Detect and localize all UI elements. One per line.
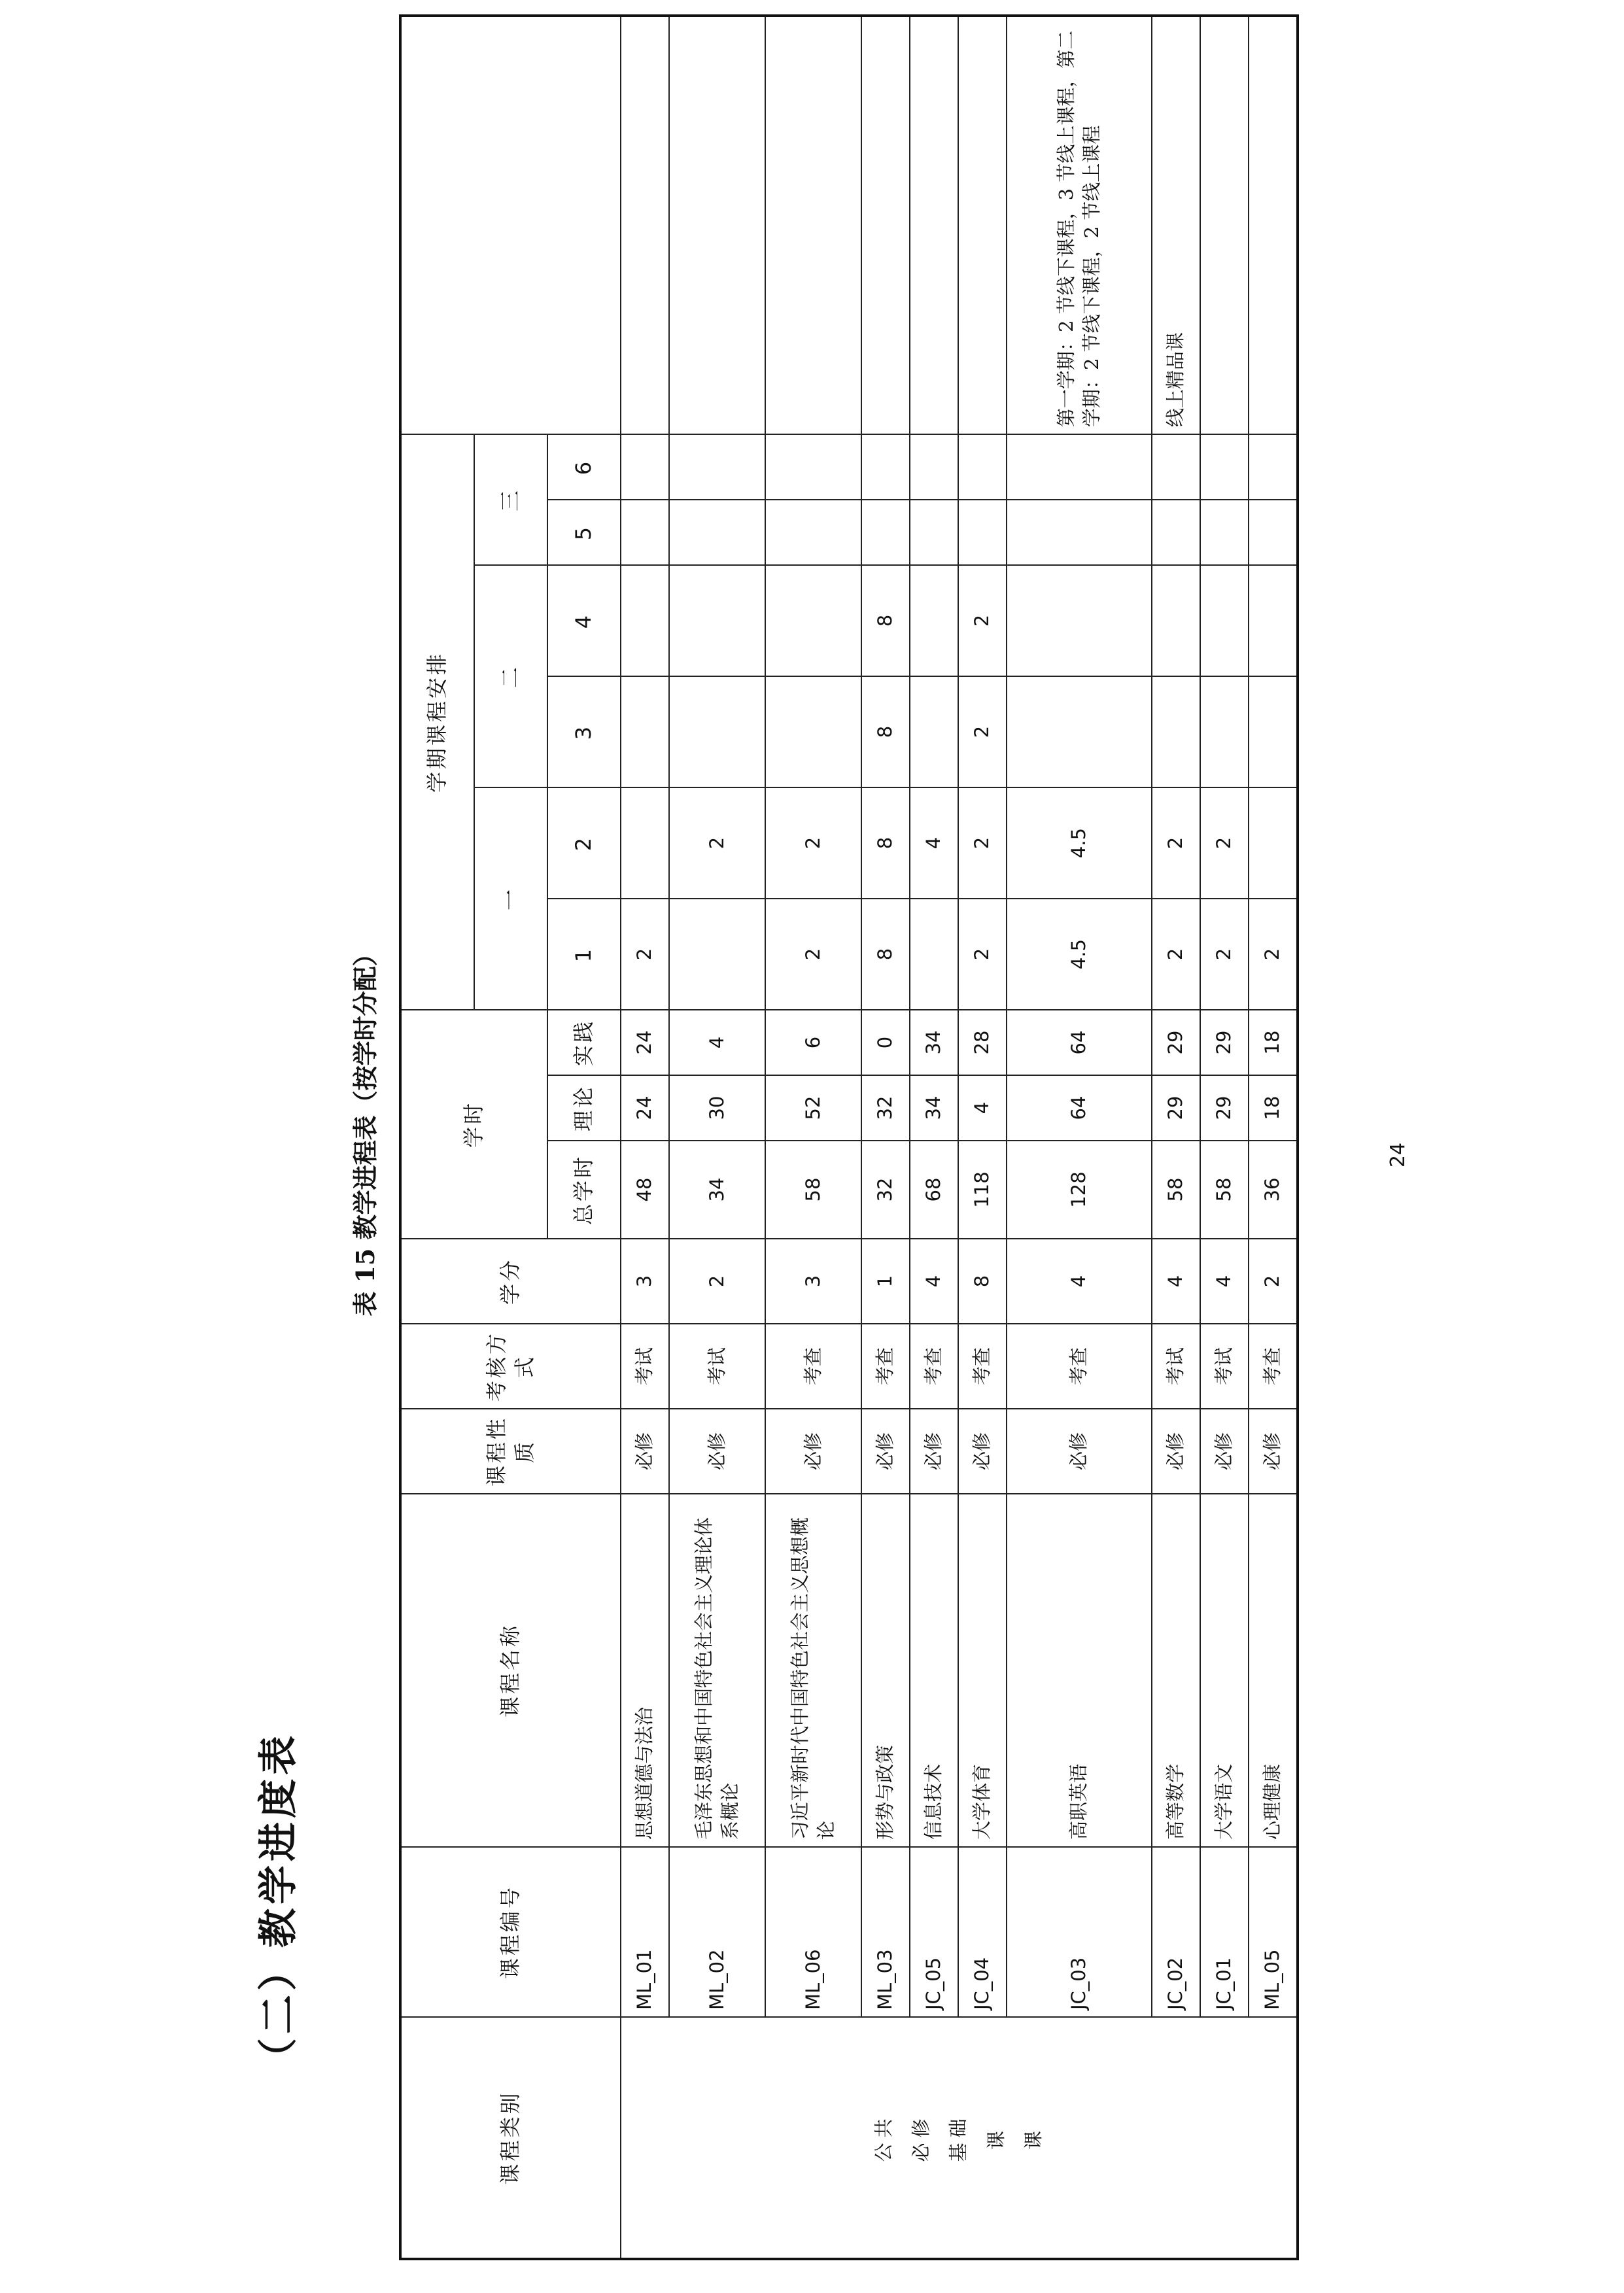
semester-2: 2 <box>1152 787 1200 899</box>
semester-4 <box>1200 565 1249 676</box>
credits: 1 <box>861 1239 910 1324</box>
semester-6 <box>765 434 861 500</box>
assessment: 考试 <box>669 1324 765 1409</box>
semester-3 <box>910 676 958 787</box>
credits: 2 <box>669 1239 765 1324</box>
page-number: 24 <box>1387 1142 1409 1168</box>
semester-header: 1 <box>547 899 621 1010</box>
semester-3: 2 <box>958 676 1007 787</box>
course-nature: 必修 <box>1152 1409 1200 1494</box>
total-hours: 34 <box>669 1141 765 1239</box>
semester-header: 3 <box>547 676 621 787</box>
semester-5 <box>861 500 910 565</box>
course-code: ML_06 <box>765 1847 861 2017</box>
course-code: ML_02 <box>669 1847 765 2017</box>
semester-6 <box>1249 434 1298 500</box>
table-row <box>1007 16 1152 2259</box>
semester-4 <box>669 565 765 676</box>
semester-header: 4 <box>547 565 621 676</box>
semester-3 <box>1249 676 1298 787</box>
semester-5 <box>1249 500 1298 565</box>
semester-1: 2 <box>1152 899 1200 1010</box>
semester-4: 8 <box>861 565 910 676</box>
theory-hours: 29 <box>1152 1075 1200 1141</box>
total-hours: 118 <box>958 1141 1007 1239</box>
credits: 2 <box>1249 1239 1298 1324</box>
header-row-1 <box>400 16 474 2259</box>
credits: 4 <box>910 1239 958 1324</box>
assessment: 考试 <box>1152 1324 1200 1409</box>
remark <box>861 16 910 434</box>
semester-5 <box>621 500 669 565</box>
theory-hours: 4 <box>958 1075 1007 1141</box>
semester-6 <box>1007 434 1152 500</box>
assessment: 考查 <box>910 1324 958 1409</box>
practice-header: 实践 <box>547 1010 621 1075</box>
semester-6 <box>669 434 765 500</box>
remark <box>621 16 669 434</box>
practice-hours: 4 <box>669 1010 765 1075</box>
course-code: JC_05 <box>910 1847 958 2017</box>
assessment: 考查 <box>1007 1324 1152 1409</box>
semester-header: 5 <box>547 500 621 565</box>
remark <box>1249 16 1298 434</box>
theory-hours: 34 <box>910 1075 958 1141</box>
assessment-header: 考核方式 <box>400 1324 621 1409</box>
total-hours: 68 <box>910 1141 958 1239</box>
semester-1: 2 <box>1249 899 1298 1010</box>
semester-4 <box>1152 565 1200 676</box>
assessment: 考查 <box>1249 1324 1298 1409</box>
practice-hours: 34 <box>910 1010 958 1075</box>
practice-hours: 28 <box>958 1010 1007 1075</box>
table-title: 表 15 教学进程表（按学时分配） <box>351 941 380 1317</box>
semester-6 <box>910 434 958 500</box>
semester-1: 8 <box>861 899 910 1010</box>
practice-hours: 6 <box>765 1010 861 1075</box>
table-row <box>669 16 765 2259</box>
semester-6 <box>1200 434 1249 500</box>
table-row <box>1152 16 1200 2259</box>
course-nature: 必修 <box>958 1409 1007 1494</box>
course-nature: 必修 <box>861 1409 910 1494</box>
table-row <box>1200 16 1249 2259</box>
semester-1: 2 <box>1200 899 1249 1010</box>
course-code: JC_02 <box>1152 1847 1200 2017</box>
total-hours-header: 总学时 <box>547 1141 621 1239</box>
practice-hours: 29 <box>1200 1010 1249 1075</box>
course-nature: 必修 <box>1249 1409 1298 1494</box>
total-hours: 58 <box>1200 1141 1249 1239</box>
semester-5 <box>1152 500 1200 565</box>
semester-1: 2 <box>958 899 1007 1010</box>
category-text: 必修 <box>910 2113 933 2162</box>
semester-2: 2 <box>958 787 1007 899</box>
semester-6 <box>861 434 910 500</box>
course-name: 习近平新时代中国特色社会主义思想概论 <box>765 1494 861 1847</box>
semester-5 <box>765 500 861 565</box>
table-row <box>765 16 861 2259</box>
course-nature: 必修 <box>910 1409 958 1494</box>
year-2-header: 二 <box>474 565 547 787</box>
semester-4 <box>765 565 861 676</box>
credits-header: 学分 <box>400 1239 621 1324</box>
category-text: 课 <box>1022 2126 1045 2150</box>
table-row <box>861 16 910 2259</box>
semester-2: 2 <box>1200 787 1249 899</box>
credits: 4 <box>1007 1239 1152 1324</box>
course-code: ML_03 <box>861 1847 910 2017</box>
semester-2 <box>1249 787 1298 899</box>
table-row <box>958 16 1007 2259</box>
course-name: 毛泽东思想和中国特色社会主义理论体系概论 <box>669 1494 765 1847</box>
theory-hours: 52 <box>765 1075 861 1141</box>
course-code: JC_01 <box>1200 1847 1249 2017</box>
category-text: 基础 <box>947 2113 970 2162</box>
semester-3 <box>669 676 765 787</box>
practice-hours: 64 <box>1007 1010 1152 1075</box>
practice-hours: 29 <box>1152 1010 1200 1075</box>
remark <box>765 16 861 434</box>
year-1-header: 一 <box>474 787 547 1010</box>
year-3-header: 三 <box>474 434 547 565</box>
theory-hours: 30 <box>669 1075 765 1141</box>
course-nature: 必修 <box>1200 1409 1249 1494</box>
semester-2: 4.5 <box>1007 787 1152 899</box>
remark: 第一学期：2 节线下课程，3 节线上课程，第二学期：2 节线下课程，2 节线上课程 <box>1007 16 1152 434</box>
course-name: 形势与政策 <box>861 1494 910 1847</box>
table-row <box>1249 16 1298 2259</box>
remark <box>1200 16 1249 434</box>
semester-1 <box>669 899 765 1010</box>
semester-schedule-header: 学期课程安排 <box>400 434 474 1010</box>
practice-hours: 0 <box>861 1010 910 1075</box>
semester-3 <box>765 676 861 787</box>
total-hours: 36 <box>1249 1141 1298 1239</box>
theory-hours: 64 <box>1007 1075 1152 1141</box>
course-nature: 必修 <box>621 1409 669 1494</box>
semester-3 <box>1007 676 1152 787</box>
remark <box>669 16 765 434</box>
total-hours: 58 <box>1152 1141 1200 1239</box>
credits: 4 <box>1152 1239 1200 1324</box>
semester-header: 2 <box>547 787 621 899</box>
semester-1: 4.5 <box>1007 899 1152 1010</box>
semester-2: 4 <box>910 787 958 899</box>
notes-header <box>400 16 621 434</box>
category-cell <box>621 2017 1298 2259</box>
semester-4: 2 <box>958 565 1007 676</box>
course-nature: 必修 <box>669 1409 765 1494</box>
credits: 3 <box>765 1239 861 1324</box>
total-hours: 58 <box>765 1141 861 1239</box>
assessment: 考试 <box>621 1324 669 1409</box>
credits: 8 <box>958 1239 1007 1324</box>
credits: 4 <box>1200 1239 1249 1324</box>
table-row <box>621 16 669 2259</box>
remark: 线上精品课 <box>1152 16 1200 434</box>
semester-3 <box>621 676 669 787</box>
course-code: JC_04 <box>958 1847 1007 2017</box>
table-row <box>910 16 958 2259</box>
theory-hours: 32 <box>861 1075 910 1141</box>
semester-6 <box>958 434 1007 500</box>
course-name: 信息技术 <box>910 1494 958 1847</box>
semester-3 <box>1200 676 1249 787</box>
teaching-schedule-table <box>399 14 1299 2260</box>
semester-5 <box>910 500 958 565</box>
semester-5 <box>958 500 1007 565</box>
semester-3: 8 <box>861 676 910 787</box>
semester-3 <box>1152 676 1200 787</box>
total-hours: 128 <box>1007 1141 1152 1239</box>
assessment: 考查 <box>958 1324 1007 1409</box>
course-code: ML_05 <box>1249 1847 1298 2017</box>
practice-hours: 18 <box>1249 1010 1298 1075</box>
semester-5 <box>1200 500 1249 565</box>
practice-hours: 24 <box>621 1010 669 1075</box>
credits: 3 <box>621 1239 669 1324</box>
semester-4 <box>621 565 669 676</box>
semester-2 <box>621 787 669 899</box>
theory-header: 理论 <box>547 1075 621 1141</box>
assessment: 考查 <box>765 1324 861 1409</box>
hours-header: 学时 <box>400 1010 547 1239</box>
semester-5 <box>1007 500 1152 565</box>
semester-2: 2 <box>669 787 765 899</box>
course-nature: 必修 <box>765 1409 861 1494</box>
semester-4 <box>1007 565 1152 676</box>
semester-6 <box>1152 434 1200 500</box>
semester-6 <box>621 434 669 500</box>
semester-4 <box>1249 565 1298 676</box>
course-nature: 必修 <box>1007 1409 1152 1494</box>
course-name-header: 课程名称 <box>400 1494 621 1847</box>
total-hours: 48 <box>621 1141 669 1239</box>
remark <box>910 16 958 434</box>
theory-hours: 24 <box>621 1075 669 1141</box>
semester-2: 8 <box>861 787 910 899</box>
semester-4 <box>910 565 958 676</box>
theory-hours: 29 <box>1200 1075 1249 1141</box>
course-code: ML_01 <box>621 1847 669 2017</box>
category-text: 课 <box>984 2126 1007 2150</box>
assessment: 考试 <box>1200 1324 1249 1409</box>
course-nature-header: 课程性质 <box>400 1409 621 1494</box>
course-name: 思想道德与法治 <box>621 1494 669 1847</box>
category-text: 公共 <box>872 2113 895 2162</box>
course-name: 大学体育 <box>958 1494 1007 1847</box>
semester-5 <box>669 500 765 565</box>
course-code-header: 课程编号 <box>400 1847 621 2017</box>
course-name: 高等数学 <box>1152 1494 1200 1847</box>
course-name: 高职英语 <box>1007 1494 1152 1847</box>
theory-hours: 18 <box>1249 1075 1298 1141</box>
semester-1 <box>910 899 958 1010</box>
semester-2: 2 <box>765 787 861 899</box>
course-code: JC_03 <box>1007 1847 1152 2017</box>
semester-1: 2 <box>765 899 861 1010</box>
course-name: 心理健康 <box>1249 1494 1298 1847</box>
total-hours: 32 <box>861 1141 910 1239</box>
semester-1: 2 <box>621 899 669 1010</box>
section-heading: （二）教学进度表 <box>256 1732 302 2077</box>
semester-header: 6 <box>547 434 621 500</box>
category-header: 课程类别 <box>400 2017 621 2259</box>
course-name: 大学语文 <box>1200 1494 1249 1847</box>
remark <box>958 16 1007 434</box>
assessment: 考查 <box>861 1324 910 1409</box>
